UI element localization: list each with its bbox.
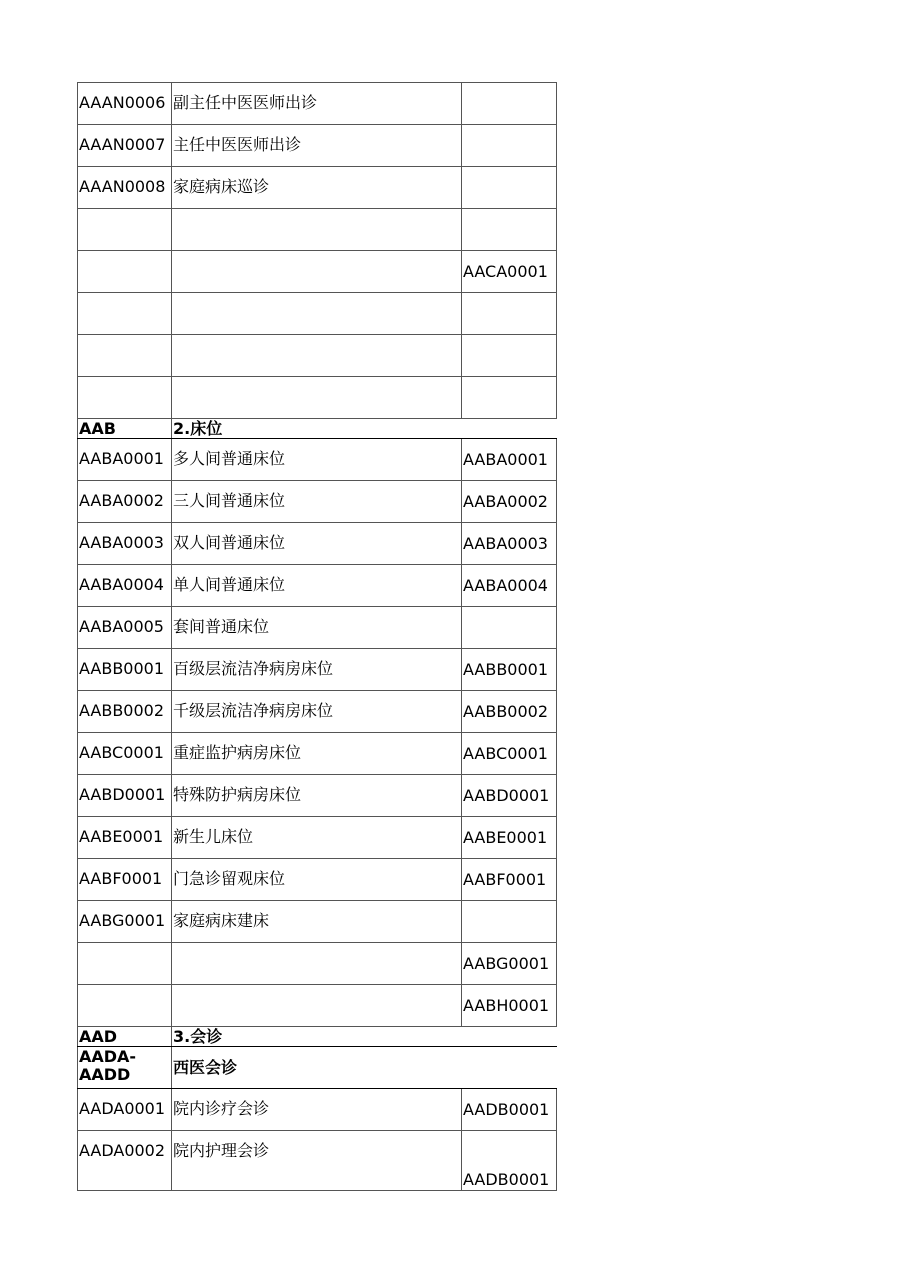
cell-c2: [172, 251, 462, 293]
cell-c1: [78, 251, 172, 293]
cell-c2: [172, 377, 462, 419]
cell-c1: AADA0002: [78, 1131, 172, 1191]
cell-c3: [462, 125, 557, 167]
table-row: [78, 293, 557, 335]
cell-c1: AABG0001: [78, 901, 172, 943]
section-header-row: [78, 1027, 557, 1047]
cell-c3: AACA0001: [462, 251, 557, 293]
cell-c2: [172, 209, 462, 251]
cell-c1: AABC0001: [78, 733, 172, 775]
cell-c3: [462, 607, 557, 649]
cell-c1: AABD0001: [78, 775, 172, 817]
table-row: [78, 817, 557, 859]
cell-c2: 多人间普通床位: [172, 439, 462, 481]
table-row: [78, 859, 557, 901]
cell-c1: [78, 335, 172, 377]
cell-c2: 单人间普通床位: [172, 565, 462, 607]
cell-c2: 重症监护病房床位: [172, 733, 462, 775]
cell-c1: [78, 985, 172, 1027]
cell-c1: AAAN0007: [78, 125, 172, 167]
cell-c1: AADA- AADD: [78, 1047, 172, 1089]
cell-c2: 门急诊留观床位: [172, 859, 462, 901]
cell-c2: [172, 943, 462, 985]
cell-c3: [462, 901, 557, 943]
cell-c3: AABA0004: [462, 565, 557, 607]
cell-c2: 三人间普通床位: [172, 481, 462, 523]
cell-c3: AABB0001: [462, 649, 557, 691]
spreadsheet-page: [77, 82, 556, 1189]
cell-c3: AABH0001: [462, 985, 557, 1027]
cell-c3: [462, 209, 557, 251]
cell-c3: [462, 293, 557, 335]
table-row: [78, 565, 557, 607]
cell-c1: AAAN0008: [78, 167, 172, 209]
cell-c3: AABB0002: [462, 691, 557, 733]
cell-c1: AABF0001: [78, 859, 172, 901]
cell-c1: AABB0001: [78, 649, 172, 691]
cell-c2: 百级层流洁净病房床位: [172, 649, 462, 691]
cell-c2: 院内护理会诊: [172, 1131, 462, 1191]
cell-c1: AABA0005: [78, 607, 172, 649]
table-row: [78, 649, 557, 691]
cell-c2: 套间普通床位: [172, 607, 462, 649]
cell-c2: 2.床位: [172, 419, 557, 439]
cell-c1: [78, 943, 172, 985]
table-row: [78, 733, 557, 775]
cell-c1: AABA0002: [78, 481, 172, 523]
subsection-header-row: [78, 1047, 557, 1089]
cell-c2: 家庭病床巡诊: [172, 167, 462, 209]
cell-c1: [78, 293, 172, 335]
table-row: [78, 125, 557, 167]
cell-c1: AADA0001: [78, 1089, 172, 1131]
table-body: [78, 83, 557, 1191]
cell-c1: AABA0004: [78, 565, 172, 607]
section-header-row: [78, 419, 557, 439]
cell-c3: AABA0002: [462, 481, 557, 523]
cell-c3: AABG0001: [462, 943, 557, 985]
table-row: [78, 1089, 557, 1131]
cell-c1: AAAN0006: [78, 83, 172, 125]
cell-c2: 西医会诊: [172, 1047, 557, 1089]
cell-c3: AABF0001: [462, 859, 557, 901]
cell-c2: [172, 985, 462, 1027]
cell-c1: AABA0001: [78, 439, 172, 481]
cell-c2: [172, 293, 462, 335]
table-row: [78, 985, 557, 1027]
table-row: [78, 523, 557, 565]
table-row: [78, 167, 557, 209]
fee-code-table: [77, 82, 557, 1191]
cell-c1: AABE0001: [78, 817, 172, 859]
cell-c2: 家庭病床建床: [172, 901, 462, 943]
cell-c3: AABE0001: [462, 817, 557, 859]
cell-c2: 新生儿床位: [172, 817, 462, 859]
cell-c2: 特殊防护病房床位: [172, 775, 462, 817]
table-row: [78, 1131, 557, 1191]
cell-c2: 院内诊疗会诊: [172, 1089, 462, 1131]
table-row: [78, 607, 557, 649]
cell-c1: [78, 377, 172, 419]
cell-c2: 主任中医医师出诊: [172, 125, 462, 167]
table-row: [78, 439, 557, 481]
table-row: [78, 481, 557, 523]
cell-c3: AABD0001: [462, 775, 557, 817]
cell-c2: 副主任中医医师出诊: [172, 83, 462, 125]
cell-c3: [462, 83, 557, 125]
cell-c2: [172, 335, 462, 377]
cell-c2: 双人间普通床位: [172, 523, 462, 565]
cell-c3: [462, 377, 557, 419]
table-row: [78, 775, 557, 817]
table-row: [78, 943, 557, 985]
cell-c3: AADB0001: [462, 1131, 557, 1191]
cell-c1: AABB0002: [78, 691, 172, 733]
table-row: [78, 901, 557, 943]
cell-c3: [462, 167, 557, 209]
cell-c3: AABC0001: [462, 733, 557, 775]
table-row: [78, 691, 557, 733]
cell-c3: [462, 335, 557, 377]
cell-c1: AAD: [78, 1027, 172, 1047]
table-row: [78, 83, 557, 125]
table-row: [78, 209, 557, 251]
cell-c3: AADB0001: [462, 1089, 557, 1131]
cell-c1: [78, 209, 172, 251]
table-row: [78, 335, 557, 377]
cell-c3: AABA0003: [462, 523, 557, 565]
cell-c3: AABA0001: [462, 439, 557, 481]
cell-c1: AABA0003: [78, 523, 172, 565]
cell-c2: 千级层流洁净病房床位: [172, 691, 462, 733]
cell-c1: AAB: [78, 419, 172, 439]
table-row: [78, 377, 557, 419]
cell-c2: 3.会诊: [172, 1027, 557, 1047]
table-row: [78, 251, 557, 293]
